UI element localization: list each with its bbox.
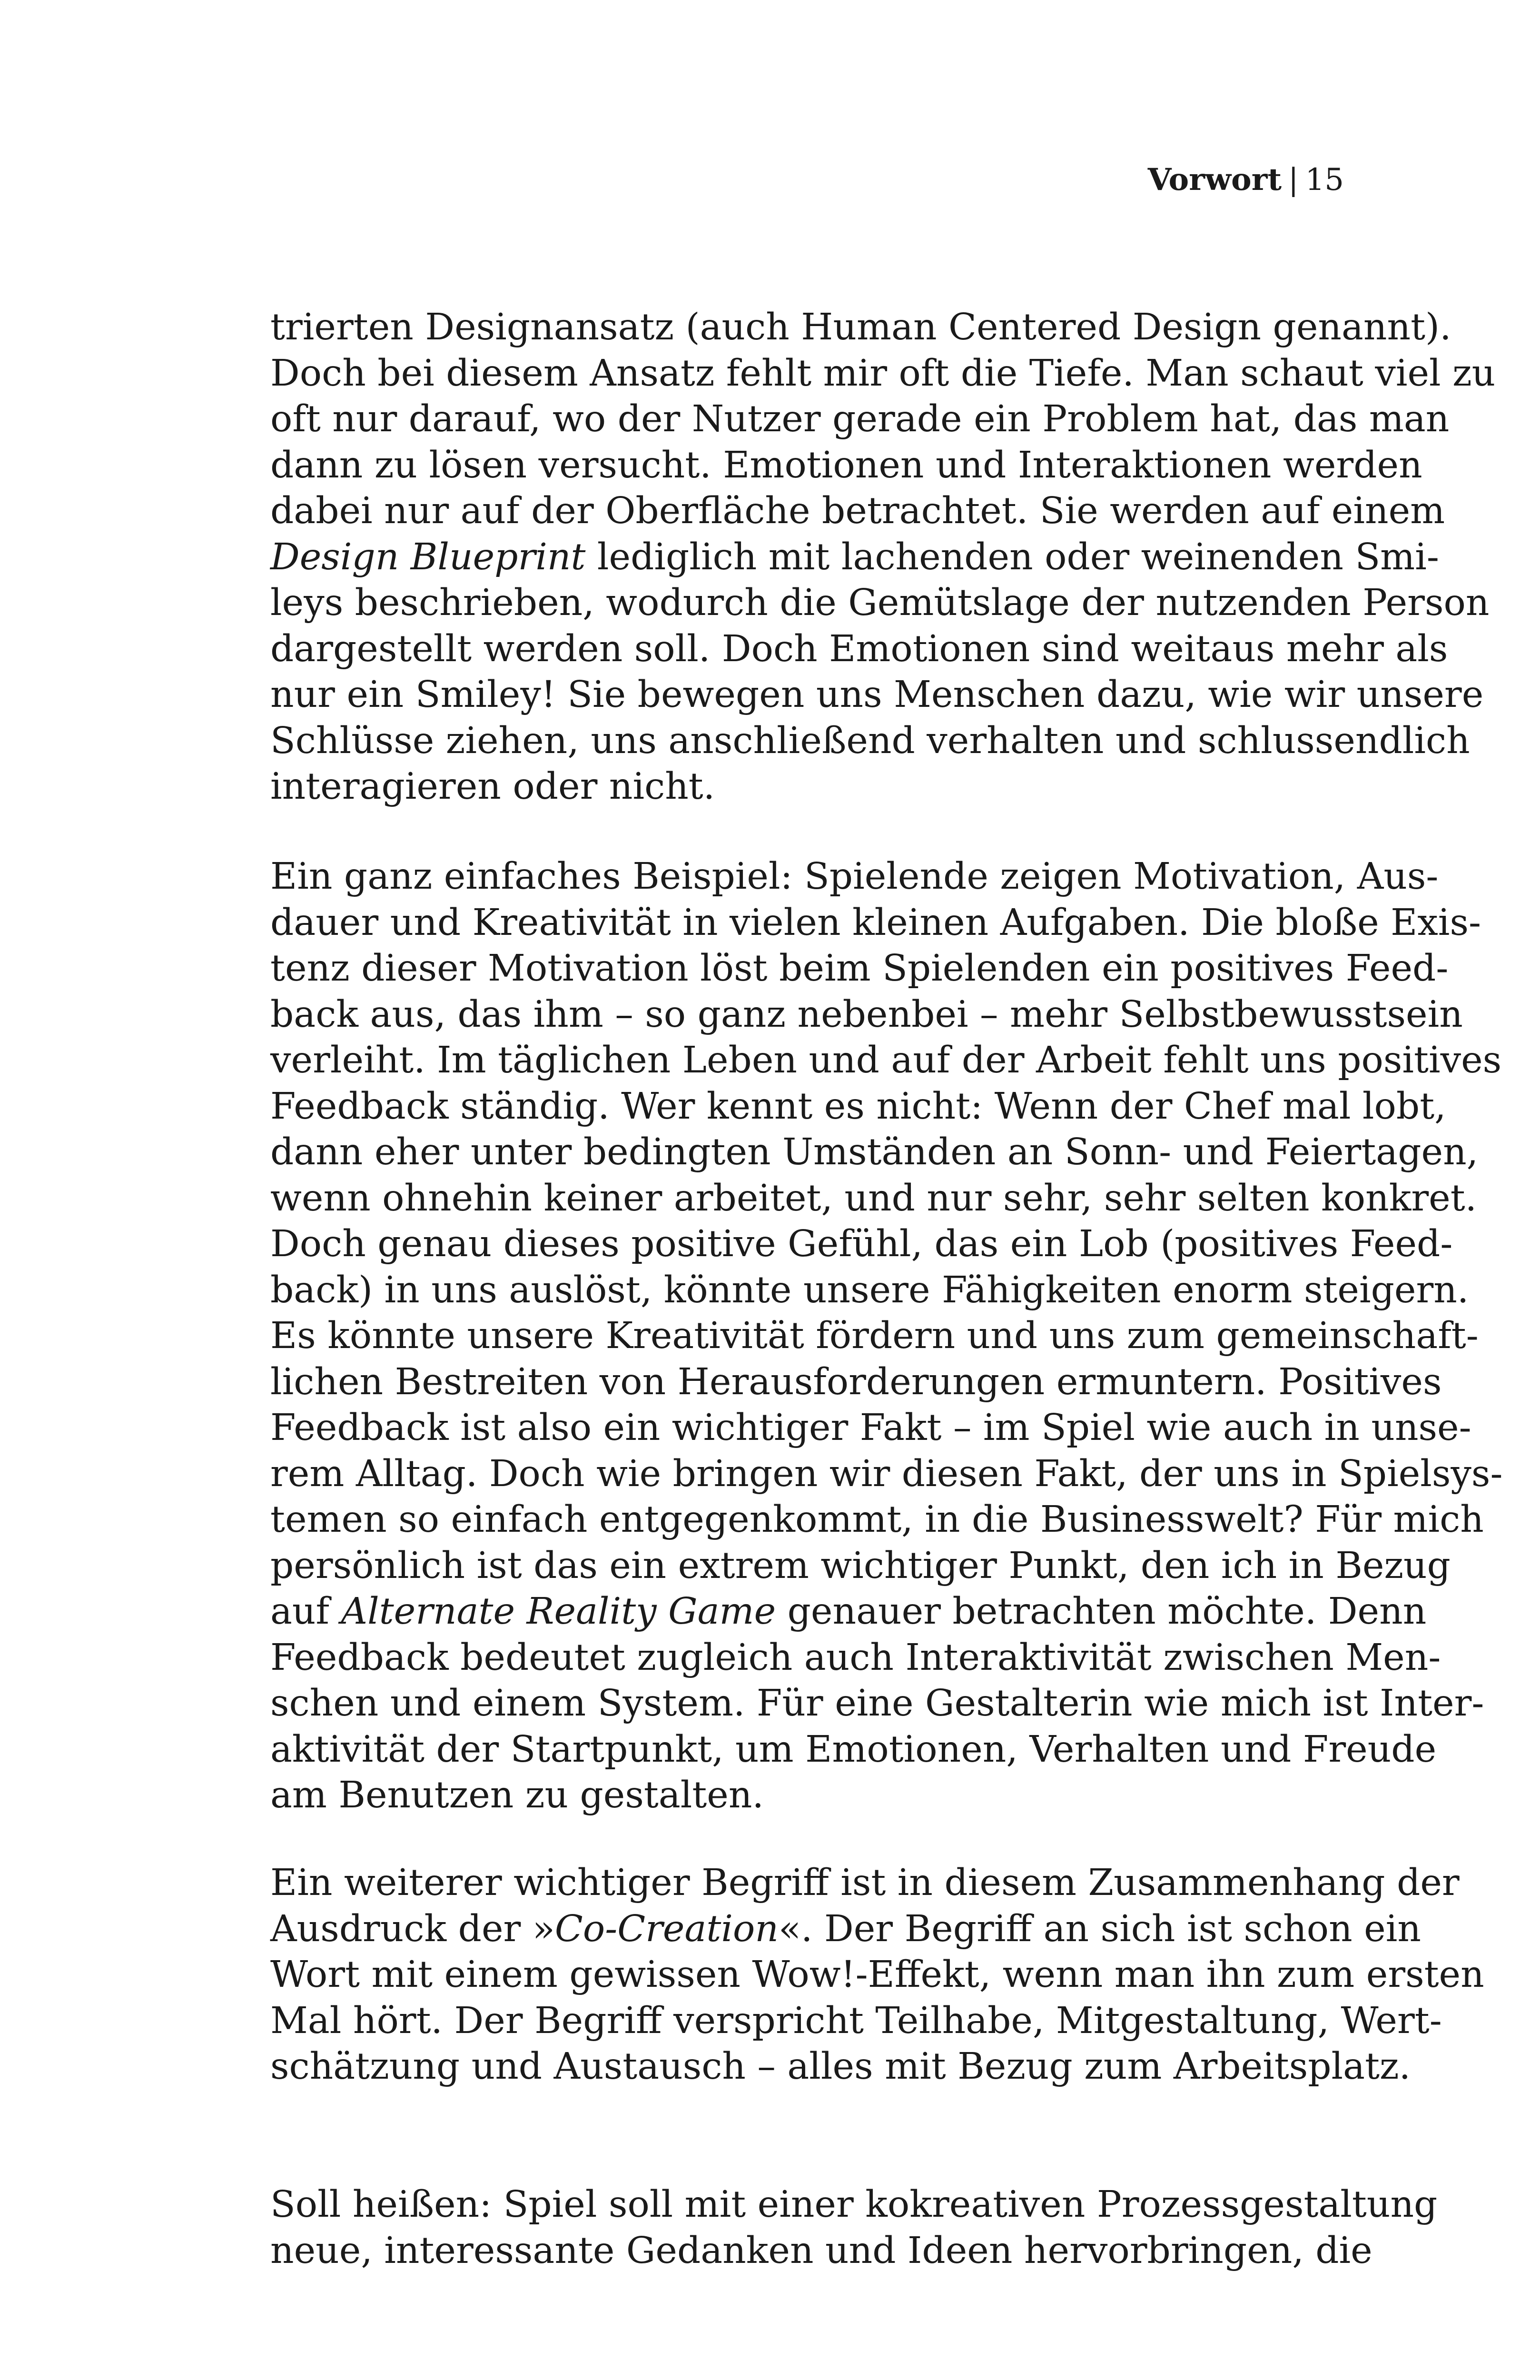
text-line: aktivität der Startpunkt, um Emotionen, Verhalten und Freude	[270, 1728, 1437, 1771]
text-line: am Benutzen zu gestalten.	[270, 1774, 764, 1816]
text-line: neue, interessante Gedanken und Ideen hervorbringen, die	[270, 2229, 1372, 2272]
text-line	[270, 1906, 1421, 1953]
italic-term: Alternate Reality Game	[341, 1590, 776, 1633]
text-line: oft nur darauf, wo der Nutzer gerade ein Problem hat, das man	[270, 398, 1450, 440]
text-line: wenn ohnehin keiner arbeitet, und nur sehr, sehr selten konkret.	[270, 1177, 1477, 1220]
text-line: trierten Designansatz (auch Human Centered Design genannt).	[270, 306, 1451, 348]
text-line: Doch bei diesem Ansatz fehlt mir oft die Tiefe. Man schaut viel zu	[270, 352, 1496, 395]
running-head-section: Vorwort	[1147, 162, 1282, 198]
text-line: Ein weiterer wichtiger Begriff ist in diesem Zusammenhang der	[270, 1862, 1460, 1904]
text-line: Doch genau dieses positive Gefühl, das ein Lob (positives Feed-	[270, 1223, 1453, 1265]
text-line: dargestellt werden soll. Doch Emotionen sind weitaus mehr als	[270, 627, 1448, 670]
page-number: 15	[1305, 162, 1344, 198]
text-line: dauer und Kreativität in vielen kleinen Aufgaben. Die bloße Exis-	[270, 901, 1481, 944]
text-line: verleiht. Im täglichen Leben und auf der Arbeit fehlt uns positives	[270, 1039, 1502, 1081]
text-line: Mal hört. Der Begriff verspricht Teilhabe, Mitgestaltung, Wert-	[270, 1999, 1442, 2042]
running-head	[1148, 161, 1344, 199]
text-line: back aus, das ihm – so ganz nebenbei – mehr Selbstbewusstsein	[270, 993, 1463, 1036]
text-line: nur ein Smiley! Sie bewegen uns Menschen dazu, wie wir unsere	[270, 674, 1484, 716]
text-line	[270, 1589, 1427, 1635]
text-line: Ein ganz einfaches Beispiel: Spielende zeigen Motivation, Aus-	[270, 855, 1439, 898]
text-line: Wort mit einem gewissen Wow!-Effekt, wenn man ihn zum ersten	[270, 1954, 1484, 1996]
text-line: Feedback ständig. Wer kennt es nicht: Wenn der Chef mal lobt,	[270, 1085, 1446, 1128]
text-line: interagieren oder nicht.	[270, 765, 715, 808]
paragraph-1	[270, 305, 1496, 810]
text-line: leys beschrieben, wodurch die Gemütslage der nutzenden Person	[270, 582, 1490, 624]
text-run: lediglich mit lachenden oder weinenden Smi-	[585, 536, 1439, 578]
text-line: temen so einfach entgegenkommt, in die Businesswelt? Für mich	[270, 1498, 1484, 1541]
text-line: Soll heißen: Spiel soll mit einer kokreativen Prozessgestaltung	[270, 2183, 1438, 2226]
italic-term: Design Blueprint	[270, 536, 586, 578]
text-line: Schlüsse ziehen, uns anschließend verhalten und schlussendlich	[270, 719, 1470, 762]
italic-term: Co-Creation	[554, 1907, 779, 1950]
text-line: tenz dieser Motivation löst beim Spielenden ein positives Feed-	[270, 947, 1449, 990]
text-run: Ausdruck der »	[270, 1907, 555, 1950]
text-line: dann zu lösen versucht. Emotionen und Interaktionen werden	[270, 444, 1422, 486]
text-run: «. Der Begriff an sich ist schon ein	[778, 1907, 1421, 1950]
paragraph-3	[270, 1860, 1484, 2090]
text-run: auf	[270, 1590, 341, 1633]
text-line: Feedback ist also ein wichtiger Fakt – im Spiel wie auch in unse-	[270, 1407, 1471, 1449]
text-line: Feedback bedeutet zugleich auch Interaktivität zwischen Men-	[270, 1636, 1441, 1679]
text-line: schen und einem System. Für eine Gestalterin wie mich ist Inter-	[270, 1682, 1484, 1725]
text-line: back) in uns auslöst, könnte unsere Fähigkeiten enorm steigern.	[270, 1269, 1469, 1311]
running-head-separator: |	[1288, 162, 1299, 198]
text-line: lichen Bestreiten von Herausforderungen ermuntern. Positives	[270, 1360, 1442, 1403]
text-line: dabei nur auf der Oberfläche betrachtet. Sie werden auf einem	[270, 490, 1445, 532]
paragraph-4	[270, 2182, 1438, 2274]
text-line	[270, 535, 1439, 581]
text-line: persönlich ist das ein extrem wichtiger Punkt, den ich in Bezug	[270, 1544, 1451, 1587]
paragraph-2	[270, 854, 1503, 1819]
text-line: schätzung und Austausch – alles mit Bezug zum Arbeitsplatz.	[270, 2045, 1411, 2088]
text-line: dann eher unter bedingten Umständen an Sonn- und Feiertagen,	[270, 1131, 1479, 1173]
text-line: rem Alltag. Doch wie bringen wir diesen Fakt, der uns in Spielsys-	[270, 1452, 1503, 1495]
text-run: genauer betrachten möchte. Denn	[776, 1590, 1427, 1633]
text-line: Es könnte unsere Kreativität fördern und uns zum gemeinschaft-	[270, 1315, 1479, 1357]
